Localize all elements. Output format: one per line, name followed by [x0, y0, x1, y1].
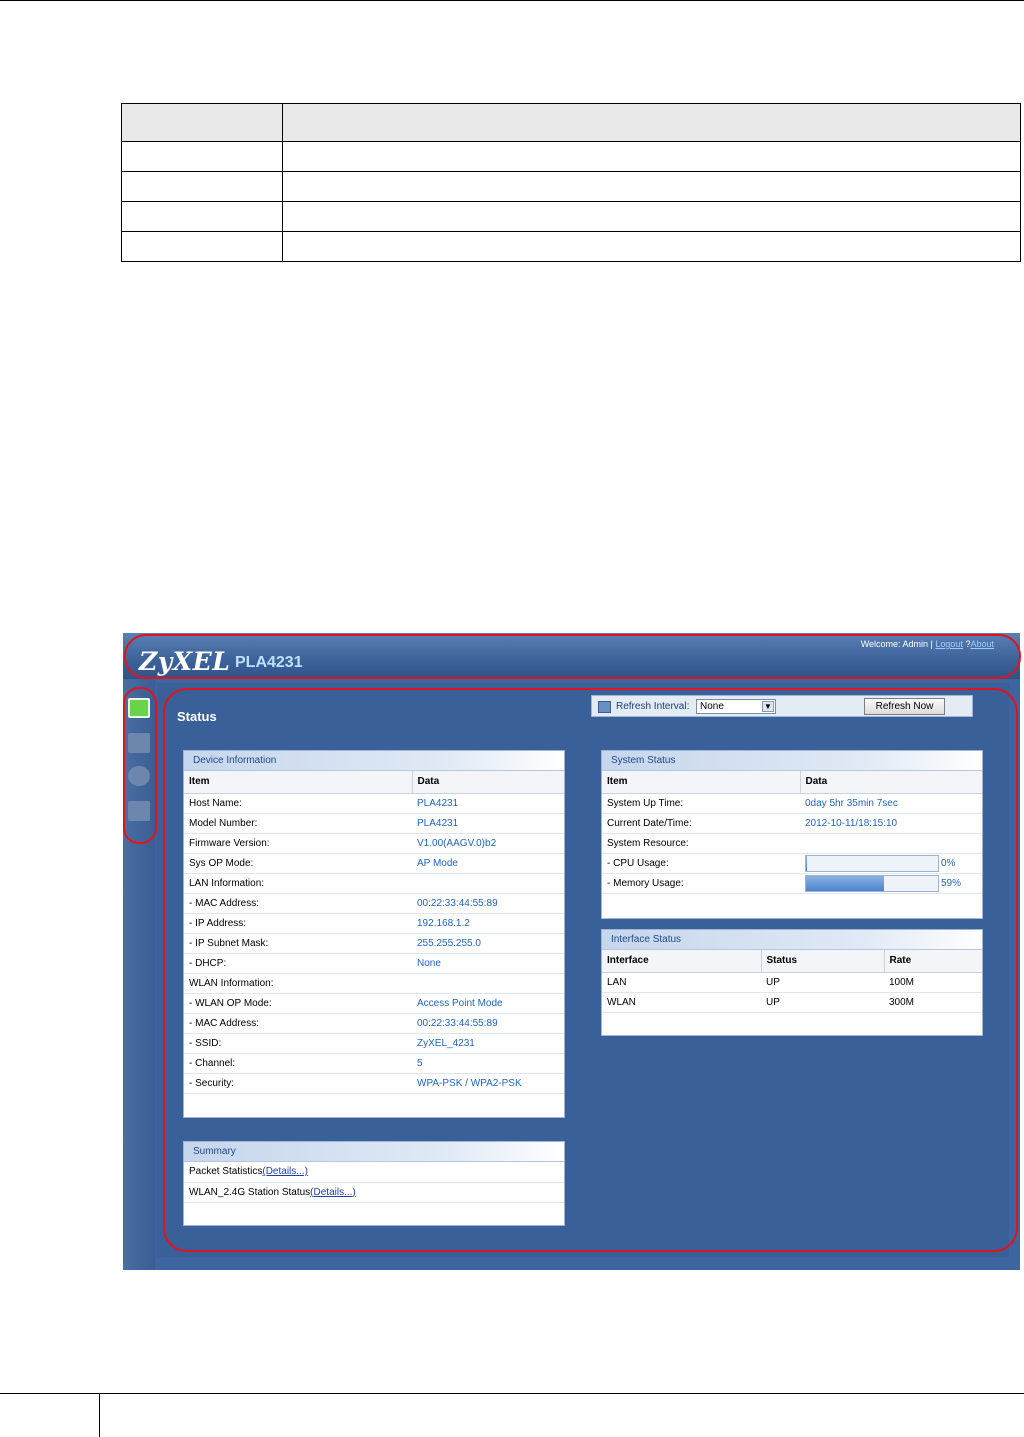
status-cell: UP	[761, 972, 884, 992]
page-title: Status	[177, 709, 217, 724]
item-cell: - DHCP:	[184, 953, 412, 973]
table-row	[122, 172, 1021, 202]
data-cell: 00:22:33:44:55:89	[412, 893, 564, 913]
zyxel-logo: ZyXEL	[139, 647, 231, 676]
item-cell: - MAC Address:	[184, 1013, 412, 1033]
item-cell: - Security:	[184, 1073, 412, 1093]
table-cell	[122, 172, 283, 202]
table-cell	[283, 104, 1021, 142]
navigation-panel-highlight	[123, 687, 157, 844]
column-header: Status	[761, 950, 884, 972]
footer-rule	[100, 1393, 1024, 1394]
panel-title: System Status	[602, 751, 982, 771]
document-table	[121, 103, 1021, 262]
column-header: Item	[602, 771, 800, 793]
item-cell: LAN Information:	[184, 873, 412, 893]
about-icon: ?	[965, 639, 971, 649]
cpu-usage-value: 0%	[941, 857, 956, 869]
station-status-label: WLAN_2.4G Station Status	[189, 1186, 311, 1198]
table-cell	[283, 172, 1021, 202]
table-row	[122, 202, 1021, 232]
data-cell: ZyXEL_4231	[412, 1033, 564, 1053]
status-cell: UP	[761, 992, 884, 1012]
refresh-now-button[interactable]: Refresh Now	[864, 698, 945, 715]
data-cell: None	[412, 953, 564, 973]
table-header-row	[122, 104, 1021, 142]
main-window-highlight	[163, 688, 1018, 1252]
data-cell: 192.168.1.2	[412, 913, 564, 933]
data-cell: AP Mode	[412, 853, 564, 873]
item-cell: - MAC Address:	[184, 893, 412, 913]
data-cell: PLA4231	[412, 793, 564, 813]
item-cell: WLAN Information:	[184, 973, 412, 993]
date-time-value: 2012-10-11/18:15:10	[800, 813, 982, 833]
packet-statistics-label: Packet Statistics	[189, 1166, 263, 1178]
date-time-label: Current Date/Time:	[602, 813, 800, 833]
column-header: Data	[412, 771, 564, 793]
panel-title: Summary	[184, 1142, 564, 1162]
up-time-label: System Up Time:	[602, 793, 800, 813]
rate-cell: 100M	[884, 972, 982, 992]
item-cell: Host Name:	[184, 793, 412, 813]
packet-statistics-details-link[interactable]: (Details...)	[262, 1166, 308, 1178]
about-link[interactable]: About	[970, 639, 994, 649]
interface-cell: LAN	[602, 972, 761, 992]
cpu-usage-label: - CPU Usage:	[602, 853, 800, 873]
up-time-value: 0day 5hr 35min 7sec	[800, 793, 982, 813]
rate-cell: 300M	[884, 992, 982, 1012]
table-row	[122, 142, 1021, 172]
item-cell: - SSID:	[184, 1033, 412, 1053]
data-cell: PLA4231	[412, 813, 564, 833]
refresh-interval-label: Refresh Interval:	[616, 701, 690, 712]
station-status-details-link[interactable]: (Details...)	[310, 1186, 356, 1198]
table-cell	[122, 142, 283, 172]
title-bar-highlight	[124, 634, 1021, 679]
column-header: Data	[800, 771, 982, 793]
data-cell: 255.255.255.0	[412, 933, 564, 953]
item-cell: - IP Subnet Mask:	[184, 933, 412, 953]
column-header: Rate	[884, 950, 982, 972]
item-cell: Sys OP Mode:	[184, 853, 412, 873]
table-cell	[122, 232, 283, 262]
table-cell	[283, 202, 1021, 232]
panel-title: Device Information	[184, 751, 564, 771]
item-cell: - Channel:	[184, 1053, 412, 1073]
column-header: Item	[184, 771, 412, 793]
data-cell: 5	[412, 1053, 564, 1073]
panel-title: Interface Status	[602, 930, 982, 950]
item-cell: - IP Address:	[184, 913, 412, 933]
item-cell: Firmware Version:	[184, 833, 412, 853]
model-name: PLA4231	[235, 654, 303, 671]
item-cell: Model Number:	[184, 813, 412, 833]
top-rule	[0, 0, 1024, 1]
table-row	[122, 232, 1021, 262]
memory-usage-value: 59%	[941, 877, 962, 889]
interface-cell: WLAN	[602, 992, 761, 1012]
refresh-interval-value: None	[700, 701, 724, 712]
data-cell: 00:22:33:44:55:89	[412, 1013, 564, 1033]
data-cell: WPA-PSK / WPA2-PSK	[412, 1073, 564, 1093]
chevron-down-icon[interactable]: ▼	[762, 701, 774, 712]
table-cell	[283, 232, 1021, 262]
welcome-text: Welcome: Admin |	[860, 639, 933, 649]
table-cell	[122, 202, 283, 232]
table-cell	[283, 142, 1021, 172]
memory-usage-label: - Memory Usage:	[602, 873, 800, 893]
data-cell: V1.00(AAGV.0)b2	[412, 833, 564, 853]
system-resource-label: System Resource:	[602, 833, 800, 853]
column-header: Interface	[602, 950, 761, 972]
data-cell: Access Point Mode	[412, 993, 564, 1013]
table-cell	[122, 104, 283, 142]
logout-link[interactable]: Logout	[935, 639, 963, 649]
item-cell: - WLAN OP Mode:	[184, 993, 412, 1013]
page-number-box	[0, 1393, 100, 1437]
